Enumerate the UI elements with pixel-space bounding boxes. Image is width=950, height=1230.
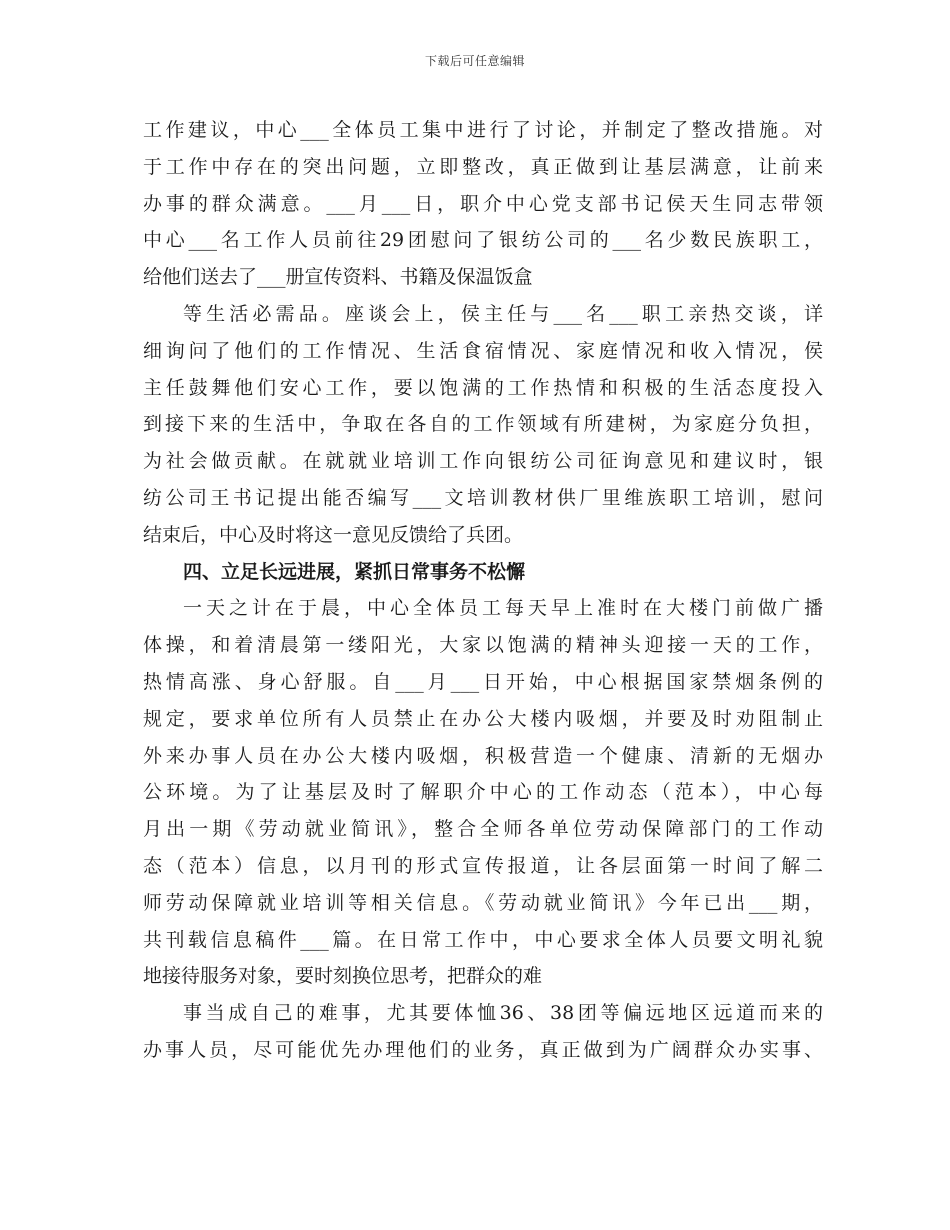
body-text-line: 中心___名工作人员前往29团慰问了银纺公司的___名少数民族职工， [143,229,823,252]
body-text-line: 主任鼓舞他们安心工作，要以饱满的工作热情和积极的生活态度投入 [143,376,823,399]
body-text-line: 事当成自己的难事，尤其要体恤36、38团等偏远地区远道而来的 [183,1002,823,1025]
body-text-line: 外来办事人员在办公大楼内吸烟，积极营造一个健康、清新的无烟办 [143,744,823,767]
body-text-line: 给他们送去了___册宣传资料、书籍及保温饭盒 [143,266,533,289]
body-text-line: 到接下来的生活中，争取在各自的工作领域有所建树，为家庭分负担， [143,413,823,436]
body-text-line: 师劳动保障就业培训等相关信息。《劳动就业简讯》今年已出___期， [143,891,823,914]
body-text-line: 体操，和着清晨第一缕阳光，大家以饱满的精神头迎接一天的工作， [143,634,823,657]
body-text-line: 共刊载信息稿件___篇。在日常工作中，中心要求全体人员要文明礼貌 [143,928,823,951]
body-text-line: 办事人员，尽可能优先办理他们的业务，真正做到为广阔群众办实事、 [143,1038,823,1061]
body-text-line: 为社会做贡献。在就就业培训工作向银纺公司征询意见和建议时，银 [143,450,823,473]
page-header: 下载后可任意编辑 [424,54,525,68]
body-text-line: 地接待服务对象，要时刻换位思考，把群众的难 [143,965,543,988]
document-body [143,112,823,1069]
body-text-line: 办事的群众满意。___月___日，职介中心党支部书记侯天生同志带领 [143,192,823,215]
body-text-line: 结束后，中心及时将这一意见反馈给了兵团。 [143,523,524,546]
body-text-line: 月出一期《劳动就业简讯》，整合全师各单位劳动保障部门的工作动 [143,818,823,841]
body-text-line: 工作建议，中心___全体员工集中进行了讨论，并制定了整改措施。对 [143,119,823,141]
body-text-line: 于工作中存在的突出问题，立即整改，真正做到让基层满意，让前来 [143,155,823,178]
body-text-line: 细询问了他们的工作情况、生活食宿情况、家庭情况和收入情况，侯 [143,339,823,362]
body-text-line: 态（范本）信息，以月刊的形式宣传报道，让各层面第一时间了解二 [143,854,823,877]
body-text-line: 等生活必需品。座谈会上，侯主任与___名___职工亲热交谈，详 [183,302,823,325]
section-heading: 四、立足长远进展，紧抓日常事务不松懈 [183,560,526,583]
body-text-line: 一天之计在于晨，中心全体员工每天早上准时在大楼门前做广播 [183,597,823,620]
body-text-line: 公环境。为了让基层及时了解职介中心的工作动态（范本），中心每 [143,781,823,804]
body-text-line: 热情高涨、身心舒服。自___月___日开始，中心根据国家禁烟条例的 [143,670,823,693]
body-text-line: 纺公司王书记提出能否编写___文培训教材供厂里维族职工培训，慰问 [143,486,823,509]
body-text-line: 规定，要求单位所有人员禁止在办公大楼内吸烟，并要及时劝阻制止 [143,707,823,730]
